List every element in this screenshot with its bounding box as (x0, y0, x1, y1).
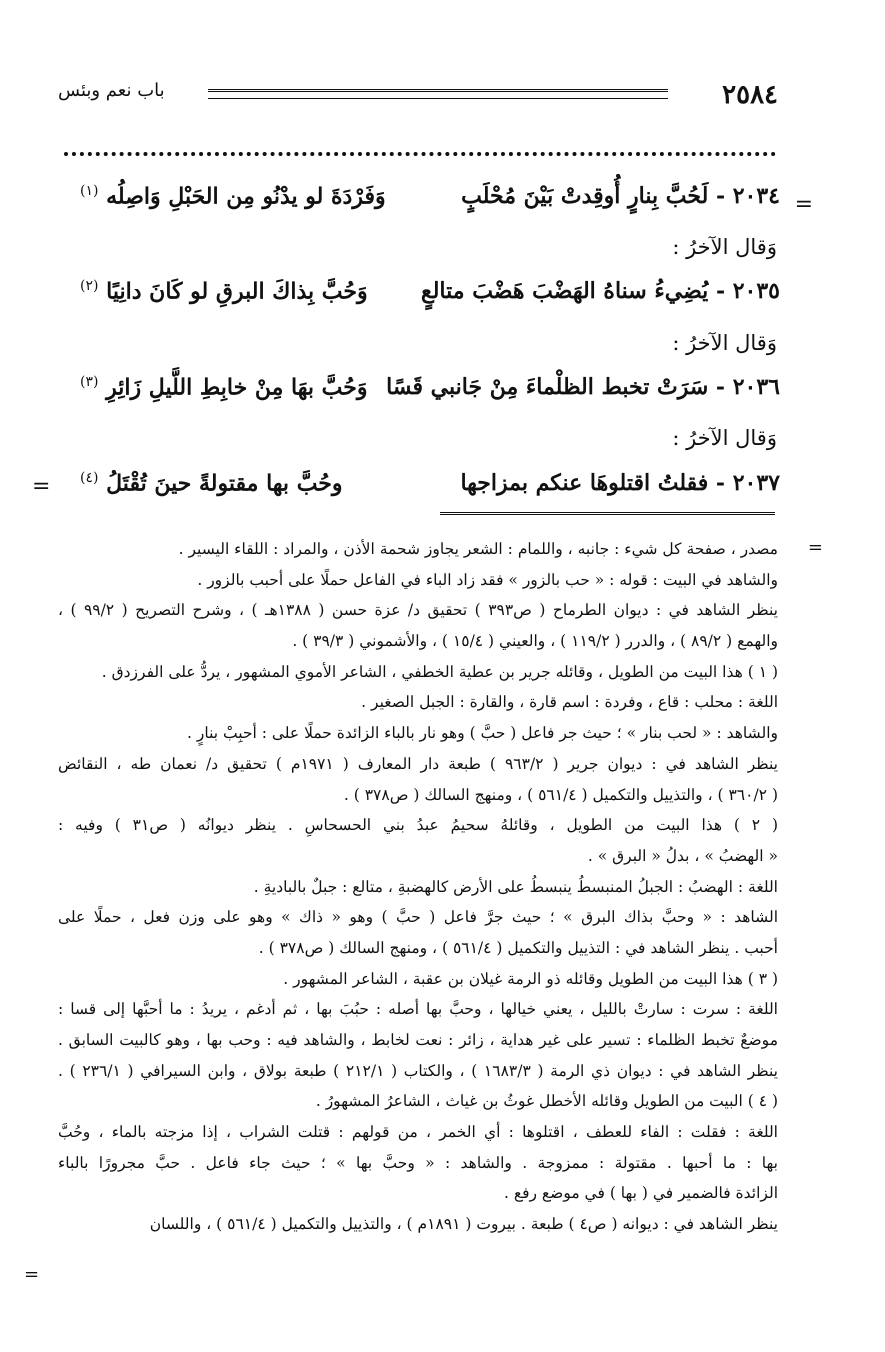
footnote-line: بها : ما أحبها . مقتولة : ممزوجة . والشاهد : « وحبَّ بها » ؛ حيث جاء فاعل . حبَّ مجرورًا بالباء (58, 1153, 778, 1172)
verse-2034 (80, 183, 780, 223)
page-number: ٢٥٨٤ (722, 80, 778, 110)
footnote-marker: (١) (80, 183, 99, 199)
footnote-line: ينظر الشاهد في : ديوانه ( ص٤ ) طبعة . بيروت ( ١٨٩١م ) ، والتذييل والتكميل ( ٥٦١/٤ ) ، واللسان (149, 1215, 778, 1234)
footnote-line: ينظر الشاهد في : ديوان الطرماح ( ص٣٩٣ ) تحقيق د/ عزة حسن ( ١٣٨٨هـ ) ، وشرح التصريح ( ٩٩/٢ ) ، (58, 601, 778, 620)
footnote-line: ( ١ ) هذا البيت من الطويل ، وقائله جرير بن عطية الخطفي ، الشاعر الأموي المشهور ، يردُّ على الفرزدق . (101, 662, 778, 681)
verse-2035 (80, 278, 780, 318)
footnote-line: اللغة : سرت : سارتْ بالليل ، يعني خيالها ، وحبَّ بها أصله : حبُبَ بها ، ثم أدغم ، يريدُ : ما أحبَّها إلى قسا : (58, 1000, 778, 1019)
footnote-line: الزائدة فالضمير في ( بها ) في موضع رفع . (503, 1184, 778, 1203)
footnote-line: والشاهد : « لحب بنار » ؛ حيث جر فاعل ( حبَّ ) وهو نار بالباء الزائدة حملًا على : أحبِبْ بنارٍ . (187, 724, 778, 743)
verse-first-hemistich: ٢٠٣٦ - سَرَتْ تخبط الظلْماءَ مِنْ جَانبي قَسًا (386, 374, 780, 400)
header-rule (208, 89, 668, 99)
footnote-line: الشاهد : « وحبَّ بذاك البرق » ؛ حيث جرَّ فاعل ( حبَّ ) وهو « ذاك » وهو على وزن فعل ، حملًا على (58, 908, 778, 927)
verse-second-hemistich: وَفَرْدَةَ لو يدْنُو مِن الحَبْلِ وَاصِلُه $^{(١)}$ (80, 183, 386, 210)
footnote-line: ( ٤ ) البيت من الطويل وقائله الأخطل غوثُ بن غياث ، الشاعرُ المشهورُ . (315, 1092, 778, 1111)
footnote-line: « الهضبُ » ، بدلُ « البرق » . (587, 846, 778, 865)
footnote-line: موضعٌ تخبط الظلماء : تسير على غير هداية ، زائر : نعت لخابط ، والشاهد فيه : وحب بها ، وهو كالبيت السابق . (58, 1031, 778, 1049)
continuation-mark: = (807, 537, 823, 558)
footnote-line: مصدر ، صفحة كل شيء : جانبه ، واللمام : الشعر يجاوز شحمة الأذن ، والمراد : اللقاء اليسير . (178, 540, 778, 558)
verse-second-hemistich: وَحُبَّ بهَا مِنْ خابِطِ اللَّيلِ زَائِرِ $^{(٣)}$ (80, 374, 368, 401)
verse-2037 (80, 470, 780, 510)
footnote-line: اللغة : محلب : قاع ، وفردة : اسم قارة ، والقارة : الجبل الصغير . (361, 693, 778, 712)
footnote-marker: (٢) (80, 278, 99, 294)
footnote-line: ( ٢ ) هذا البيت من الطويل ، وقائلهُ سحيمُ عبدُ بني الحسحاسِ . ينظر ديوانُه ( ص٣١ ) وفيه : (58, 816, 778, 835)
verse-first-hemistich: ٢٠٣٤ - لَحُبَّ بِنارٍ أُوقِدتْ بَيْنَ مُحْلَبٍ (461, 183, 780, 209)
footnote-line: ( ٣٦٠/٢ ) ، والتذييل والتكميل ( ٥٦١/٤ ) ، ومنهج السالك ( ص٣٧٨ ) . (343, 785, 778, 804)
footnotes (58, 534, 778, 1240)
page-header (58, 80, 778, 116)
continuation-mark: = (32, 474, 51, 499)
footnote-line: اللغة : فقلت : الفاء للعطف ، اقتلوها : أي الخمر ، من قولهم : قتلت الشراب ، إذا مزجته بالماء ، وحُبَّ (58, 1123, 778, 1142)
verse-first-hemistich: ٢٠٣٥ - يُضِيءُ سناهُ الهَضْبَ هَضْبَ متالعٍ (421, 278, 780, 304)
footnote-line: والهمع ( ٨٩/٢ ) ، والدرر ( ١١٩/٢ ) ، والعيني ( ١٥/٤ ) ، والأشموني ( ٣٩/٣ ) . (292, 632, 778, 651)
verse-second-hemistich: وَحُبَّ بِذاكَ البرقِ لو كَانَ دانِيًا $^{(٢)}$ (80, 278, 368, 305)
separator-rule (440, 512, 775, 519)
dotted-rule (64, 152, 776, 156)
footnote-line: أحبب . ينظر الشاهد في : التذييل والتكميل ( ٥٦١/٤ ) ، ومنهج السالك ( ص٣٧٨ ) . (258, 938, 778, 957)
footnote-line: ينظر الشاهد في : ديوان ذي الرمة ( ١٦٨٣/٣ ) ، والكتاب ( ٢١٢/١ ) طبعة بولاق ، وابن السيرافي ( ٢٣٦/١ ) . (58, 1061, 778, 1080)
qala-label: وَقال الآخرُ : (672, 235, 777, 259)
qala-label: وَقال الآخرُ : (672, 426, 777, 450)
footnote-line: اللغة : الهضبُ : الجبلُ المنبسطُ ينبسطُ على الأرض كالهضبةِ ، متالع : جبلٌ بالباديةِ . (253, 877, 778, 896)
qala-label: وَقال الآخرُ : (672, 331, 777, 355)
continuation-mark: = (794, 192, 813, 217)
footnote-line: ينظر الشاهد في : ديوان جرير ( ٩٦٣/٢ ) طبعة دار المعارف ( ١٩٧١م ) تحقيق د/ نعمان طه ، النقائض (58, 754, 778, 773)
footnote-marker: (٣) (80, 374, 99, 390)
continuation-mark: = (24, 1264, 40, 1285)
footnote-marker: (٤) (80, 470, 99, 486)
chapter-title: باب نعم وبئس (58, 80, 165, 101)
verse-second-hemistich: وحُبَّ بها مقتولةً حينَ تُقْتَلُ $^{(٤)}$ (80, 470, 343, 497)
footnote-line: ( ٣ ) هذا البيت من الطويل وقائله ذو الرمة غيلان بن عقبة ، الشاعر المشهور . (283, 969, 778, 988)
footnote-line: والشاهد في البيت : قوله : « حب بالزور » فقد زاد الباء في الفاعل حملًا على أحبب بالزور . (197, 570, 778, 589)
verse-first-hemistich: ٢٠٣٧ - فقلتُ اقتلوهَا عنكم بمزاجها (460, 470, 780, 496)
verse-2036 (80, 374, 780, 414)
